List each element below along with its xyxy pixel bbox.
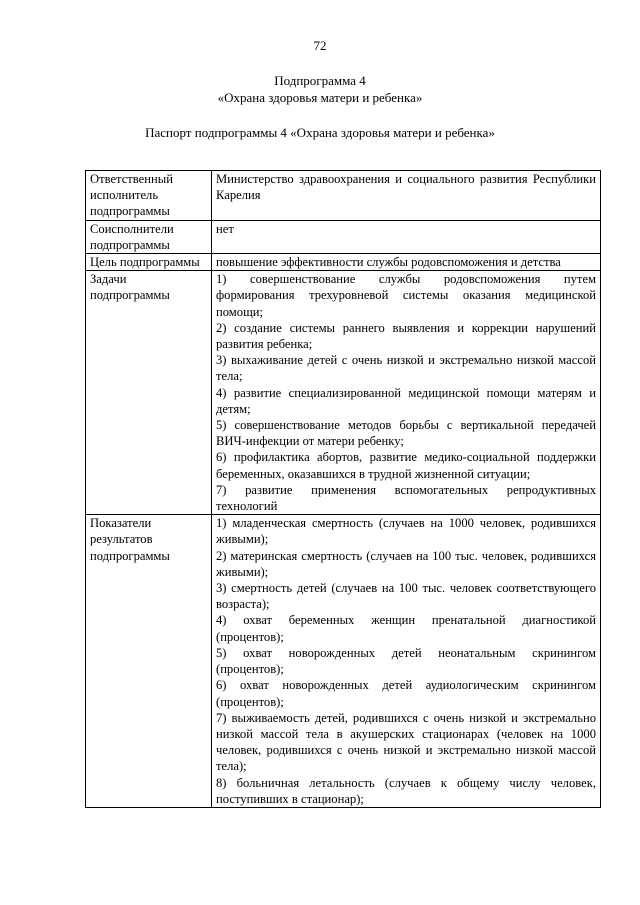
list-item: 1) младенческая смертность (случаев на 1000 человек, родившихся живыми); [216,516,596,547]
table-row [86,254,601,271]
list-item: 5) совершенствование методов борьбы с вертикальной передачей ВИЧ-инфекции от матери ребенку; [216,418,596,449]
subprogram-heading-line2: «Охрана здоровья матери и ребенка» [217,90,423,105]
row-value [212,271,601,515]
list-item: повышение эффективности службы родовспоможения и детства [216,255,561,270]
page-number: 72 [313,38,327,53]
list-item: 3) выхаживание детей с очень низкой и экстремально низкой массой тела; [216,353,596,384]
subprogram-heading-line1: Подпрограмма 4 [274,73,366,88]
subprogram-heading [0,72,640,106]
row-value [212,254,601,271]
table-row [86,515,601,808]
table-row [86,171,601,221]
row-value [212,515,601,808]
list-item: 2) создание системы раннего выявления и коррекции нарушений развития ребенка; [216,320,596,352]
list-item: Министерство здравоохранения и социального развития Республики Карелия [216,172,596,203]
list-item: 7) развитие применения вспомогательных репродуктивных технологий [216,482,596,514]
table-row [86,271,601,515]
row-label: Показатели результатов подпрограммы [86,515,212,808]
list-item: 2) материнская смертность (случаев на 100 тыс. человек, родившихся живыми); [216,548,596,579]
list-item: 4) развитие специализированной медицинской помощи матерям и детям; [216,385,596,416]
list-item: 3) смертность детей (случаев на 100 тыс. человек соответствующего возраста); [216,581,596,612]
row-label: Цель подпрограммы [86,254,212,271]
table-row [86,220,601,253]
row-label: Задачи подпрограммы [86,271,212,515]
row-label: Соисполнители подпрограммы [86,220,212,253]
list-item: 8) больничная летальность (случаев к общему числу человек, поступивших в стационар); [216,775,596,806]
passport-table [85,170,601,808]
list-item: 1) совершенствование службы родовспоможения путем формирования трехуровневой системы оказания медицинской помощи; [216,272,596,319]
row-value [212,171,601,221]
passport-title: Паспорт подпрограммы 4 «Охрана здоровья матери и ребенка» [145,125,495,140]
list-item: 6) охват новорожденных детей аудиологическим скринингом (процентов); [216,678,596,709]
list-item: 7) выживаемость детей, родившихся с очень низкой и экстремально низкой массой тела в акушерских стационарах (человек на 1000 человек, родившихся с очень низкой и экстремально низкой массой тела); [216,710,596,774]
list-item: 6) профилактика абортов, развитие медико-социальной поддержки беременных, оказавшихся в трудной жизненной ситуации; [216,450,596,481]
list-item: 5) охват новорожденных детей неонатальным скринингом (процентов); [216,645,596,677]
passport-table-body [86,171,601,808]
list-item: нет [216,221,234,236]
row-value [212,220,601,253]
list-item: 4) охват беременных женщин пренатальной диагностикой (процентов); [216,613,596,644]
row-label: Ответственный исполнитель подпрограммы [86,171,212,221]
